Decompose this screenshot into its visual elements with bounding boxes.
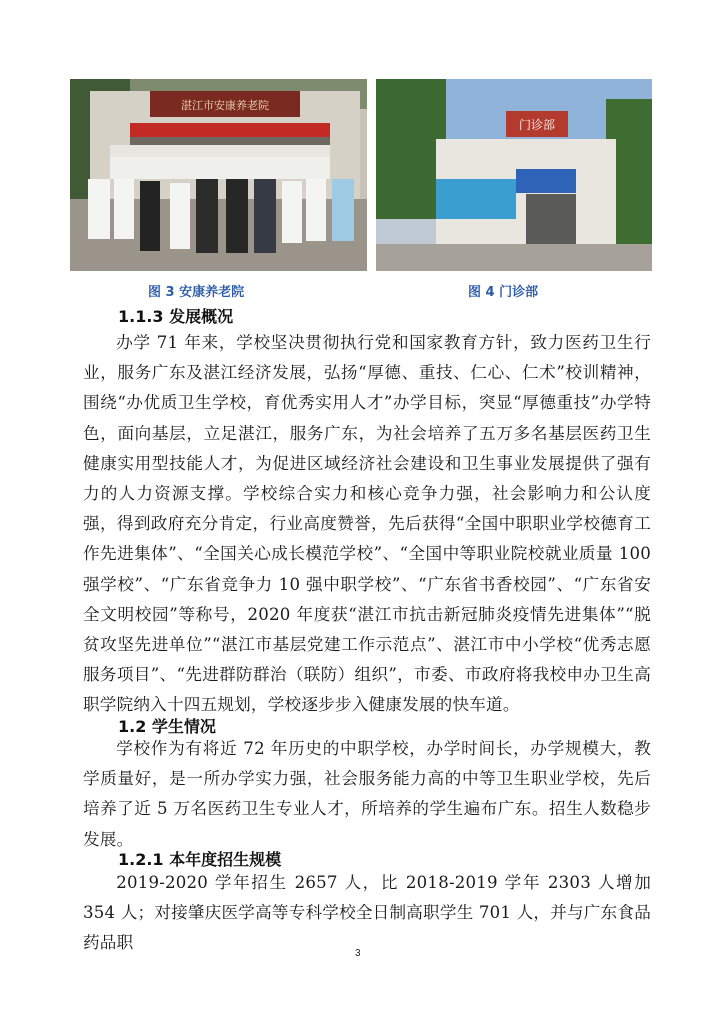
- section-heading-1-2: 1.2 学生情况: [118, 717, 216, 736]
- nursing-home-sign: 湛江市安康养老院: [181, 99, 269, 112]
- outpatient-clinic-photo: [376, 79, 652, 271]
- section-heading-1-1-3: 1.1.3 发展概况: [118, 307, 234, 326]
- figure-3-caption: 图 3 安康养老院: [148, 285, 245, 300]
- paragraph-development-overview: 办学 71 年来，学校坚决贯彻执行党和国家教育方针，致力医药卫生行业，服务广东及湛江经济发展，弘扬“厚德、重技、仁心、仁术”校训精神，围绕“办优质卫生学校，育优秀实用人才”办学目标，突显“厚德重技”办学特色，面向基层，立足湛江，服务广东，为社会培养了五万多名基层医药卫生健康实用型技能人才，为促进区域经济社会建设和卫生事业发展提供了强有力的人力资源支撑。学校综合实力和核心竞争力强，社会影响力和公认度强，得到政府充分肯定，行业高度赞誉，先后获得“全国中职职业学校德育工作先进集体”、“全国关心成长模范学校”、“全国中等职业院校就业质量 100 强学校”、“广东省竞争力 10 强中职学校”、“广东省书香校园”、“广东省安全文明校园”等称号，2020 年度获“湛江市抗击新冠肺炎疫情先进集体”“脱贫攻坚先进单位”“湛江市基层党建工作示范点”、湛江市中小学校“优秀志愿服务项目”、“先进群防群治（联防）组织”，市委、市政府将我校申办卫生高职学院纳入十四五规划，学校逐步步入健康发展的快车道。: [83, 333, 651, 715]
- paragraph-student-situation: 学校作为有将近 72 年历史的中职学校，办学时间长，办学规模大，教学质量好，是一所办学实力强，社会服务能力高的中等卫生职业学校，先后培养了近 5 万名医药卫生专业人才，所培养的学生遍布广东。招生人数稳步发展。: [83, 739, 651, 849]
- nursing-home-photo: [70, 79, 367, 271]
- paragraph-enrollment-scale: 2019-2020 学年招生 2657 人，比 2018-2019 学年 2303 人增加 354 人；对接肇庆医学高等专科学校全日制高职学生 701 人，并与广东食品药品职: [83, 873, 651, 953]
- figure-4-caption: 图 4 门诊部: [468, 285, 539, 300]
- clinic-sign: 门诊部: [518, 118, 556, 132]
- section-heading-1-2-1: 1.2.1 本年度招生规模: [118, 850, 282, 869]
- page-number: 3: [355, 948, 361, 959]
